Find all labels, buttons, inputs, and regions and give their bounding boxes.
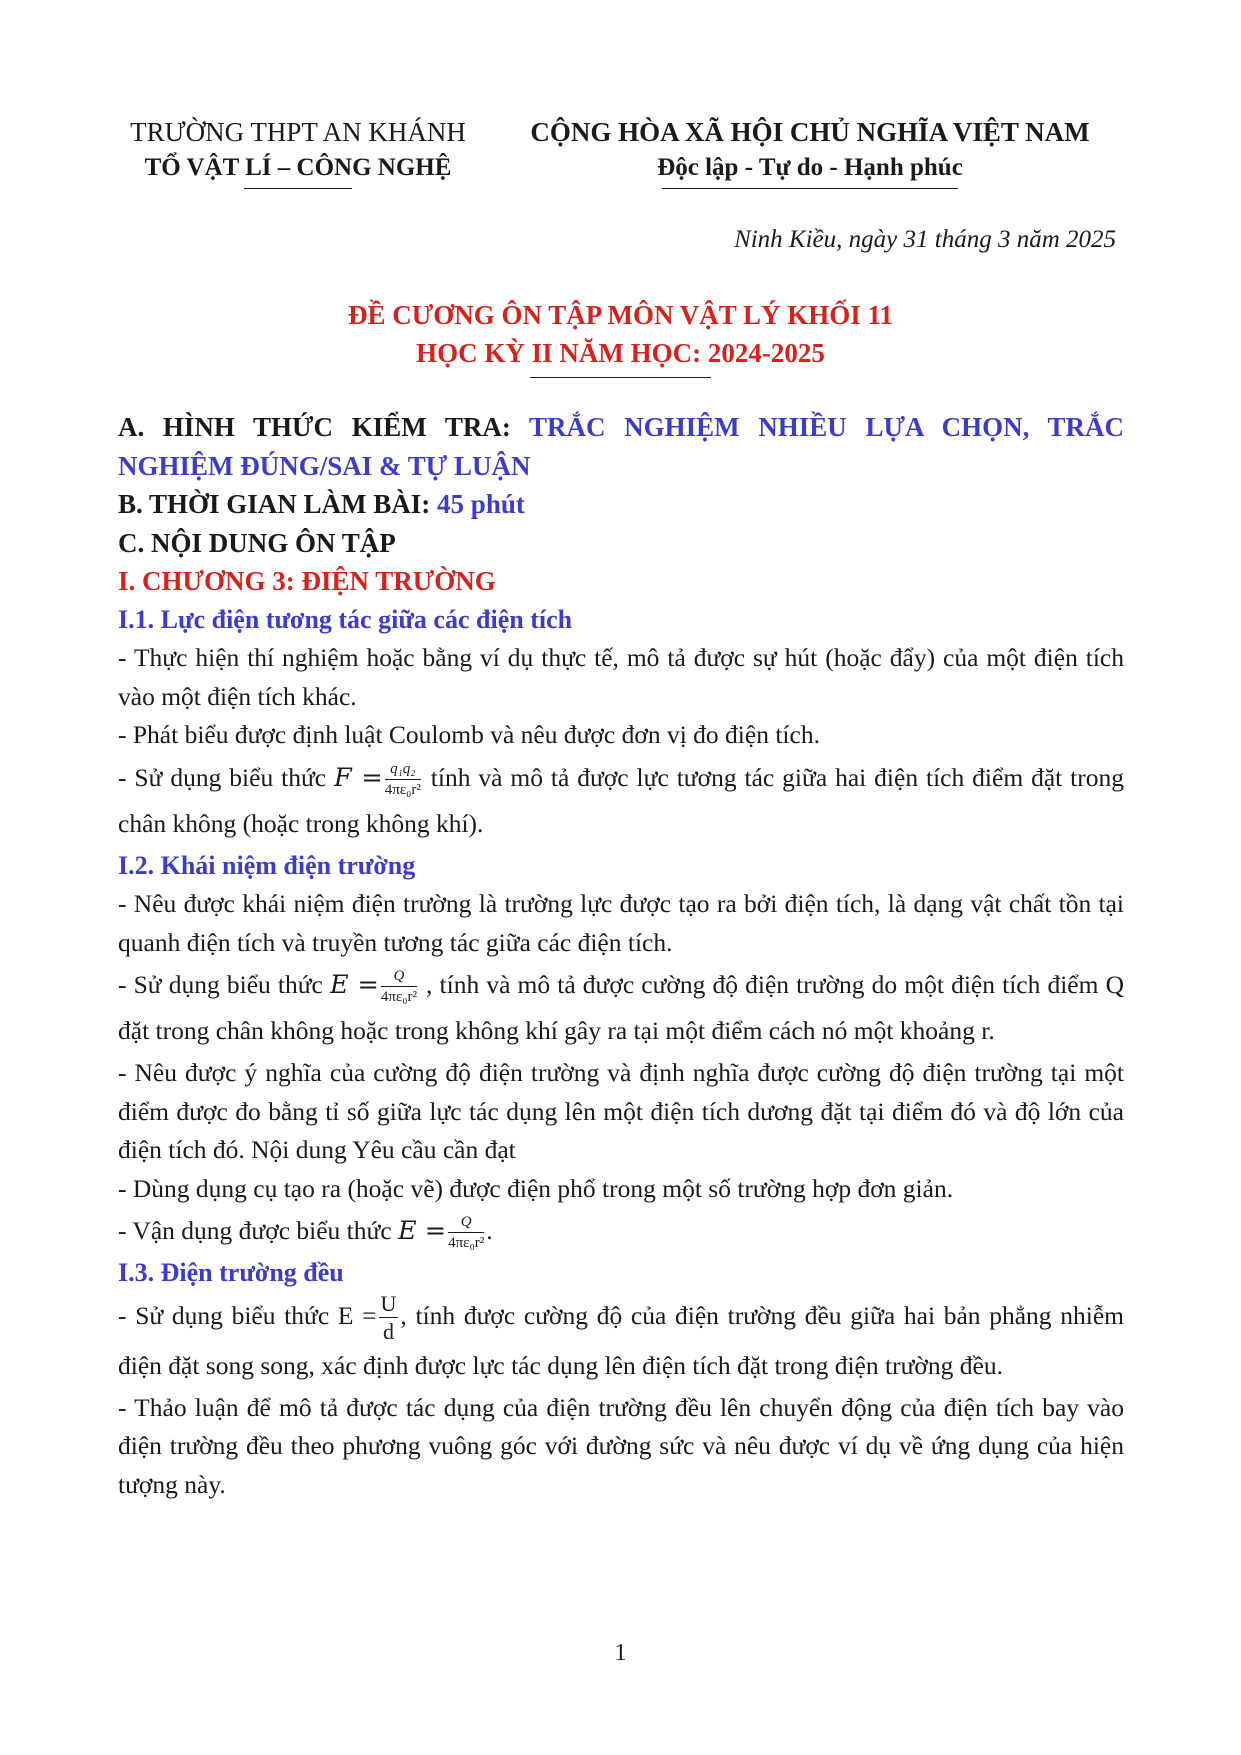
national-header	[500, 114, 1120, 189]
subsection-3-paragraph-2: - Thảo luận để mô tả được tác dụng của điện trường đều lên chuyển động của điện tích bay vào điện trường đều theo phương vuông góc với đường sức và nêu được ví dụ về ứng dụng của hiện tượng này.	[118, 1392, 1124, 1499]
section-b-value: 45 phút	[437, 489, 525, 519]
motto-underline	[662, 188, 958, 189]
fraction-denominator: 4πε₀r²	[380, 989, 417, 1006]
subsection-2-paragraph-5	[118, 1208, 1124, 1254]
formula-trail-text: , tính và mô tả được cường độ điện trường do một điện tích điểm Q đặt trong chân không hoặc trong không khí gây ra tại một điểm cách nó một khoảng r.	[118, 970, 1124, 1045]
section-b	[118, 485, 1124, 524]
section-b-label: B. THỜI GIAN LÀM BÀI:	[118, 489, 431, 519]
field-formula-lhs: E =	[330, 970, 379, 1000]
formula-lead-text: - Vận dụng được biểu thức	[118, 1216, 399, 1245]
formula-trail-text: tính và mô tả được lực tương tác giữa hai điện tích điểm đặt trong chân không (hoặc trong không khí).	[118, 762, 1124, 838]
subsection-2-paragraph-4: - Dùng dụng cụ tạo ra (hoặc vẽ) được điện phổ trong một số trường hợp đơn giản.	[118, 1173, 954, 1203]
school-name: TRƯỜNG THPT AN KHÁNH	[130, 117, 466, 147]
fraction-numerator: Q	[381, 969, 417, 987]
subsection-3-paragraph-1	[118, 1290, 1124, 1389]
formula-lead-text: - Sử dụng biểu thức	[118, 970, 330, 999]
document-title-line1: ĐỀ CƯƠNG ÔN TẬP MÔN VẬT LÝ KHỐI 11	[347, 300, 894, 330]
department-name: TỔ VẬT LÍ – CÔNG NGHỆ	[144, 154, 452, 181]
national-motto: Độc lập - Tự do - Hạnh phúc	[657, 154, 963, 181]
fraction-denominator: d	[382, 1318, 394, 1344]
coulomb-formula-lhs: F =	[334, 762, 383, 793]
formula-lead-text: - Sử dụng biểu thức	[118, 762, 335, 792]
section-a-label: A. HÌNH THỨC KIỂM TRA:	[118, 412, 511, 442]
title-underline	[530, 377, 711, 378]
field-formula-fraction	[381, 969, 417, 1005]
field-formula-lhs: E =	[398, 1216, 447, 1246]
subsection-1-paragraph-3	[118, 755, 1124, 847]
document-title-line2: HỌC KỲ II NĂM HỌC: 2024-2025	[416, 338, 825, 368]
field-formula-fraction	[448, 1215, 484, 1251]
document-body	[118, 408, 1124, 1504]
section-a-value: TRẮC NGHIỆM NHIỀU LỰA CHỌN, TRẮC NGHIỆM ĐÚNG/SAI & TỰ LUẬN	[118, 412, 1124, 481]
subsection-2-heading: I.2. Khái niệm điện trường	[118, 850, 416, 880]
subsection-2-paragraph-2	[118, 962, 1124, 1054]
formula-trail-text: .	[486, 1216, 493, 1245]
section-a	[118, 408, 1124, 485]
subsection-2-paragraph-3: - Nêu được ý nghĩa của cường độ điện trường và định nghĩa được cường độ điện trường tại một điểm được đo bằng tỉ số giữa lực tác dụng lên một điện tích dương đặt tại điểm đó và độ lớn của điện tích đó. Nội dung Yêu cầu cần đạt	[118, 1058, 1124, 1164]
school-header	[118, 114, 478, 189]
department-underline	[244, 188, 352, 189]
subsection-2-paragraph-1: - Nêu được khái niệm điện trường là trường lực được tạo ra bởi điện tích, là dạng vật chất tồn tại quanh điện tích và truyền tương tác giữa các điện tích.	[118, 889, 1124, 957]
coulomb-formula-fraction	[385, 762, 421, 798]
formula-lead-text: - Sử dụng biểu thức	[118, 1300, 338, 1330]
subsection-1-heading: I.1. Lực điện tương tác giữa các điện tích	[118, 604, 573, 634]
fraction-denominator: 4πε₀r²	[448, 1235, 485, 1252]
uniform-field-formula-fraction	[379, 1290, 399, 1344]
section-c: C. NỘI DUNG ÔN TẬP	[118, 527, 396, 558]
fraction-numerator: U	[380, 1290, 397, 1316]
subsection-3-heading: I.3. Điện trường đều	[118, 1258, 344, 1287]
fraction-numerator: q₁q₂	[385, 762, 421, 780]
document-date: Ninh Kiều, ngày 31 tháng 3 năm 2025	[734, 226, 1116, 253]
subsection-1-paragraph-2: - Phát biểu được định luật Coulomb và nêu được đơn vị đo điện tích.	[118, 720, 820, 749]
chapter-heading: I. CHƯƠNG 3: ĐIỆN TRƯỜNG	[118, 566, 496, 596]
fraction-denominator: 4πε₀r²	[384, 781, 421, 798]
uniform-field-formula-lhs: E =	[337, 1300, 377, 1330]
fraction-numerator: Q	[448, 1215, 484, 1233]
country-name: CỘNG HÒA XÃ HỘI CHỦ NGHĨA VIỆT NAM	[530, 117, 1090, 147]
page-number: 1	[614, 1640, 627, 1666]
formula-trail-text: , tính được cường độ của điện trường đều giữa hai bản phẳng nhiễm điện đặt song song, xác định được lực tác dụng lên điện tích đặt trong điện trường đều.	[118, 1300, 1124, 1380]
subsection-1-paragraph-1: - Thực hiện thí nghiệm hoặc bằng ví dụ thực tế, mô tả được sự hút (hoặc đẩy) của một điện tích vào một điện tích khác.	[118, 643, 1124, 711]
